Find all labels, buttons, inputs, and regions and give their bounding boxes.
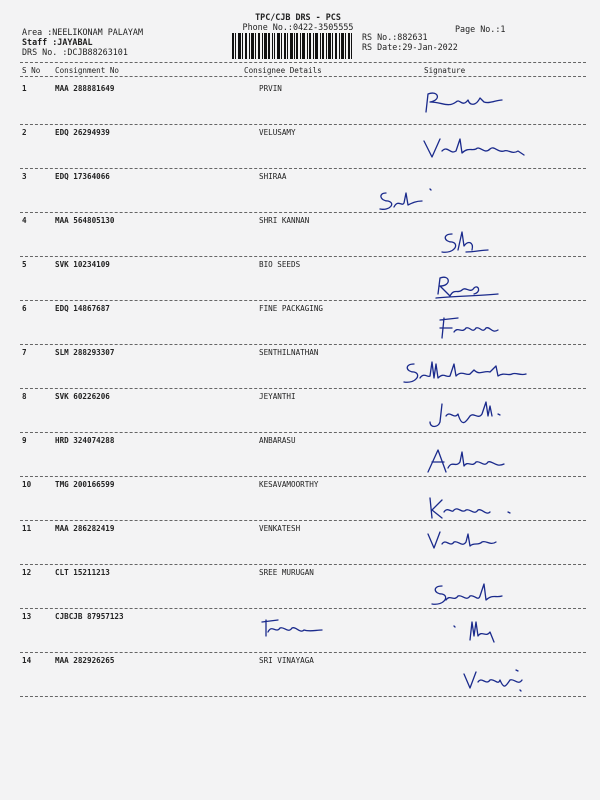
row-consignee-name: SREE MURUGAN bbox=[259, 568, 314, 577]
row-serial-number: 9 bbox=[22, 436, 27, 445]
row-serial-number: 7 bbox=[22, 348, 27, 357]
row-serial-number: 3 bbox=[22, 172, 27, 181]
row-consignee-name: KESAVAMOORTHY bbox=[259, 480, 319, 489]
signature-4 bbox=[436, 228, 496, 260]
row-consignment-number: EDQ 26294939 bbox=[55, 128, 110, 137]
header-left bbox=[22, 27, 143, 57]
row-consignee-name: ANBARASU bbox=[259, 436, 296, 445]
signature-1 bbox=[420, 88, 510, 118]
row-consignment-number: HRD 324074288 bbox=[55, 436, 115, 445]
header-center bbox=[228, 12, 368, 32]
signature-8 bbox=[424, 398, 514, 432]
page-number: Page No.:1 bbox=[455, 24, 506, 34]
signature-6 bbox=[434, 312, 504, 342]
row-serial-number: 4 bbox=[22, 216, 27, 225]
row-divider bbox=[20, 432, 586, 433]
divider bbox=[20, 62, 586, 63]
row-consignee-name: JEYANTHI bbox=[259, 392, 296, 401]
row-consignee-name: SHRI KANNAN bbox=[259, 216, 310, 225]
phone-number: Phone No.:0422-3505555 bbox=[242, 22, 354, 32]
staff-label: Staff :JAYABAL bbox=[22, 37, 93, 47]
barcode bbox=[232, 33, 352, 59]
signature-14 bbox=[460, 666, 530, 696]
row-consignment-number: CLT 15211213 bbox=[55, 568, 110, 577]
row-consignment-number: EDQ 14867687 bbox=[55, 304, 110, 313]
col-header-consignee: Consignee Details bbox=[244, 66, 322, 75]
signature-10 bbox=[424, 494, 524, 524]
row-divider bbox=[20, 344, 586, 345]
row-serial-number: 5 bbox=[22, 260, 27, 269]
row-serial-number: 6 bbox=[22, 304, 27, 313]
row-consignment-number: TMG 200166599 bbox=[55, 480, 115, 489]
row-serial-number: 2 bbox=[22, 128, 27, 137]
doc-title: TPC/CJB DRS - PCS bbox=[255, 12, 341, 22]
header-right bbox=[362, 22, 458, 52]
drs-number: DRS No. :DCJB88263101 bbox=[22, 47, 128, 57]
divider bbox=[20, 76, 586, 77]
row-serial-number: 13 bbox=[22, 612, 32, 621]
row-consignment-number: MAA 288881649 bbox=[55, 84, 115, 93]
row-divider bbox=[20, 124, 586, 125]
row-serial-number: 10 bbox=[22, 480, 32, 489]
row-consignee-name: SRI VINAYAGA bbox=[259, 656, 314, 665]
signature-5 bbox=[432, 272, 502, 302]
row-serial-number: 8 bbox=[22, 392, 27, 401]
area-label: Area :NEELIKONAM PALAYAM bbox=[22, 27, 144, 37]
signature-11 bbox=[424, 528, 504, 556]
row-consignment-number: MAA 282926265 bbox=[55, 656, 115, 665]
row-divider bbox=[20, 168, 586, 169]
signature-9 bbox=[424, 446, 514, 478]
row-consignee-name: BIO SEEDS bbox=[259, 260, 301, 269]
rs-number: RS No.:882631 bbox=[362, 32, 428, 42]
row-consignment-number: SVK 60226206 bbox=[55, 392, 110, 401]
col-header-signature: Signature bbox=[424, 66, 466, 75]
col-header-sno: S No bbox=[22, 66, 41, 75]
signature-13b bbox=[450, 616, 510, 646]
row-consignment-number: MAA 286282419 bbox=[55, 524, 115, 533]
row-consignee-name: FINE PACKAGING bbox=[259, 304, 324, 313]
row-divider bbox=[20, 696, 586, 697]
row-consignment-number: MAA 564805130 bbox=[55, 216, 115, 225]
row-serial-number: 1 bbox=[22, 84, 27, 93]
row-serial-number: 11 bbox=[22, 524, 32, 533]
row-consignee-name: VENKATESH bbox=[259, 524, 301, 533]
row-consignee-name: SHIRAA bbox=[259, 172, 287, 181]
signature-7 bbox=[400, 358, 530, 390]
row-consignee-name: PRVIN bbox=[259, 84, 282, 93]
row-consignment-number: EDQ 17364066 bbox=[55, 172, 110, 181]
signature-2 bbox=[420, 135, 530, 165]
row-serial-number: 14 bbox=[22, 656, 32, 665]
signature-3 bbox=[376, 185, 436, 215]
row-serial-number: 12 bbox=[22, 568, 32, 577]
row-consignee-name: VELUSAMY bbox=[259, 128, 296, 137]
signature-13a bbox=[258, 614, 328, 642]
row-consignee-name: SENTHILNATHAN bbox=[259, 348, 319, 357]
row-divider bbox=[20, 256, 586, 257]
col-header-consignment: Consignment No bbox=[55, 66, 120, 75]
row-consignment-number: SVK 10234109 bbox=[55, 260, 110, 269]
row-consignment-number: CJBCJB 87957123 bbox=[55, 612, 124, 621]
row-divider bbox=[20, 652, 586, 653]
signature-12 bbox=[426, 580, 506, 610]
row-divider bbox=[20, 212, 586, 213]
rs-date: RS Date:29-Jan-2022 bbox=[362, 42, 458, 52]
row-consignment-number: SLM 288293307 bbox=[55, 348, 115, 357]
row-divider bbox=[20, 564, 586, 565]
